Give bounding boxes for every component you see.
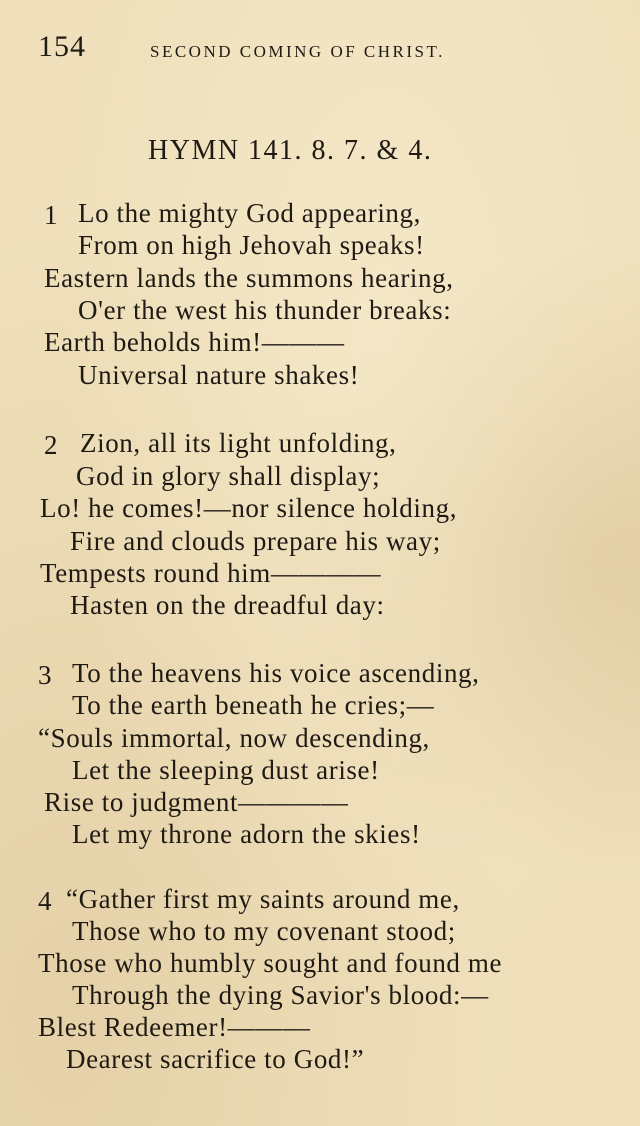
verse-line: Blest Redeemer!——— bbox=[38, 1012, 311, 1042]
verse-line: O'er the west his thunder breaks: bbox=[78, 295, 452, 325]
verse-line: Through the dying Savior's blood:— bbox=[72, 980, 489, 1010]
verse-line: Let the sleeping dust arise! bbox=[72, 755, 380, 785]
verse-line: “Souls immortal, now descending, bbox=[38, 723, 430, 753]
verse-line: Tempests round him———— bbox=[40, 558, 382, 588]
stanza-number: 4 bbox=[38, 886, 52, 916]
stanza-number: 2 bbox=[44, 430, 58, 460]
hymn-title: HYMN 141. 8. 7. & 4. bbox=[148, 135, 433, 166]
verse-line: To the earth beneath he cries;— bbox=[72, 690, 435, 720]
verse-line: “Gather first my saints around me, bbox=[66, 884, 460, 914]
verse-line: Rise to judgment———— bbox=[44, 787, 349, 817]
page-number: 154 bbox=[38, 30, 86, 63]
verse-line: Fire and clouds prepare his way; bbox=[70, 526, 441, 556]
verse-line: God in glory shall display; bbox=[76, 461, 381, 491]
verse-line: Earth beholds him!——— bbox=[44, 327, 345, 357]
verse-line: Those who humbly sought and found me bbox=[38, 948, 503, 978]
verse-line: From on high Jehovah speaks! bbox=[78, 230, 425, 260]
running-head: SECOND COMING OF CHRIST. bbox=[150, 42, 445, 61]
verse-line: Lo the mighty God appearing, bbox=[78, 198, 421, 228]
verse-line: Eastern lands the summons hearing, bbox=[44, 263, 454, 293]
verse-line: Those who to my covenant stood; bbox=[72, 916, 456, 946]
verse-line: Universal nature shakes! bbox=[78, 360, 360, 390]
stanza-number: 3 bbox=[38, 660, 52, 690]
verse-line: Let my throne adorn the skies! bbox=[72, 819, 421, 849]
stanza-number: 1 bbox=[44, 200, 58, 230]
page-header bbox=[38, 30, 598, 70]
verse-line: Lo! he comes!—nor silence holding, bbox=[40, 493, 458, 523]
verse-line: To the heavens his voice ascending, bbox=[72, 658, 480, 688]
verse-line: Zion, all its light unfolding, bbox=[80, 428, 397, 458]
verse-line: Hasten on the dreadful day: bbox=[70, 590, 385, 620]
verse-line: Dearest sacrifice to God!” bbox=[66, 1044, 365, 1074]
